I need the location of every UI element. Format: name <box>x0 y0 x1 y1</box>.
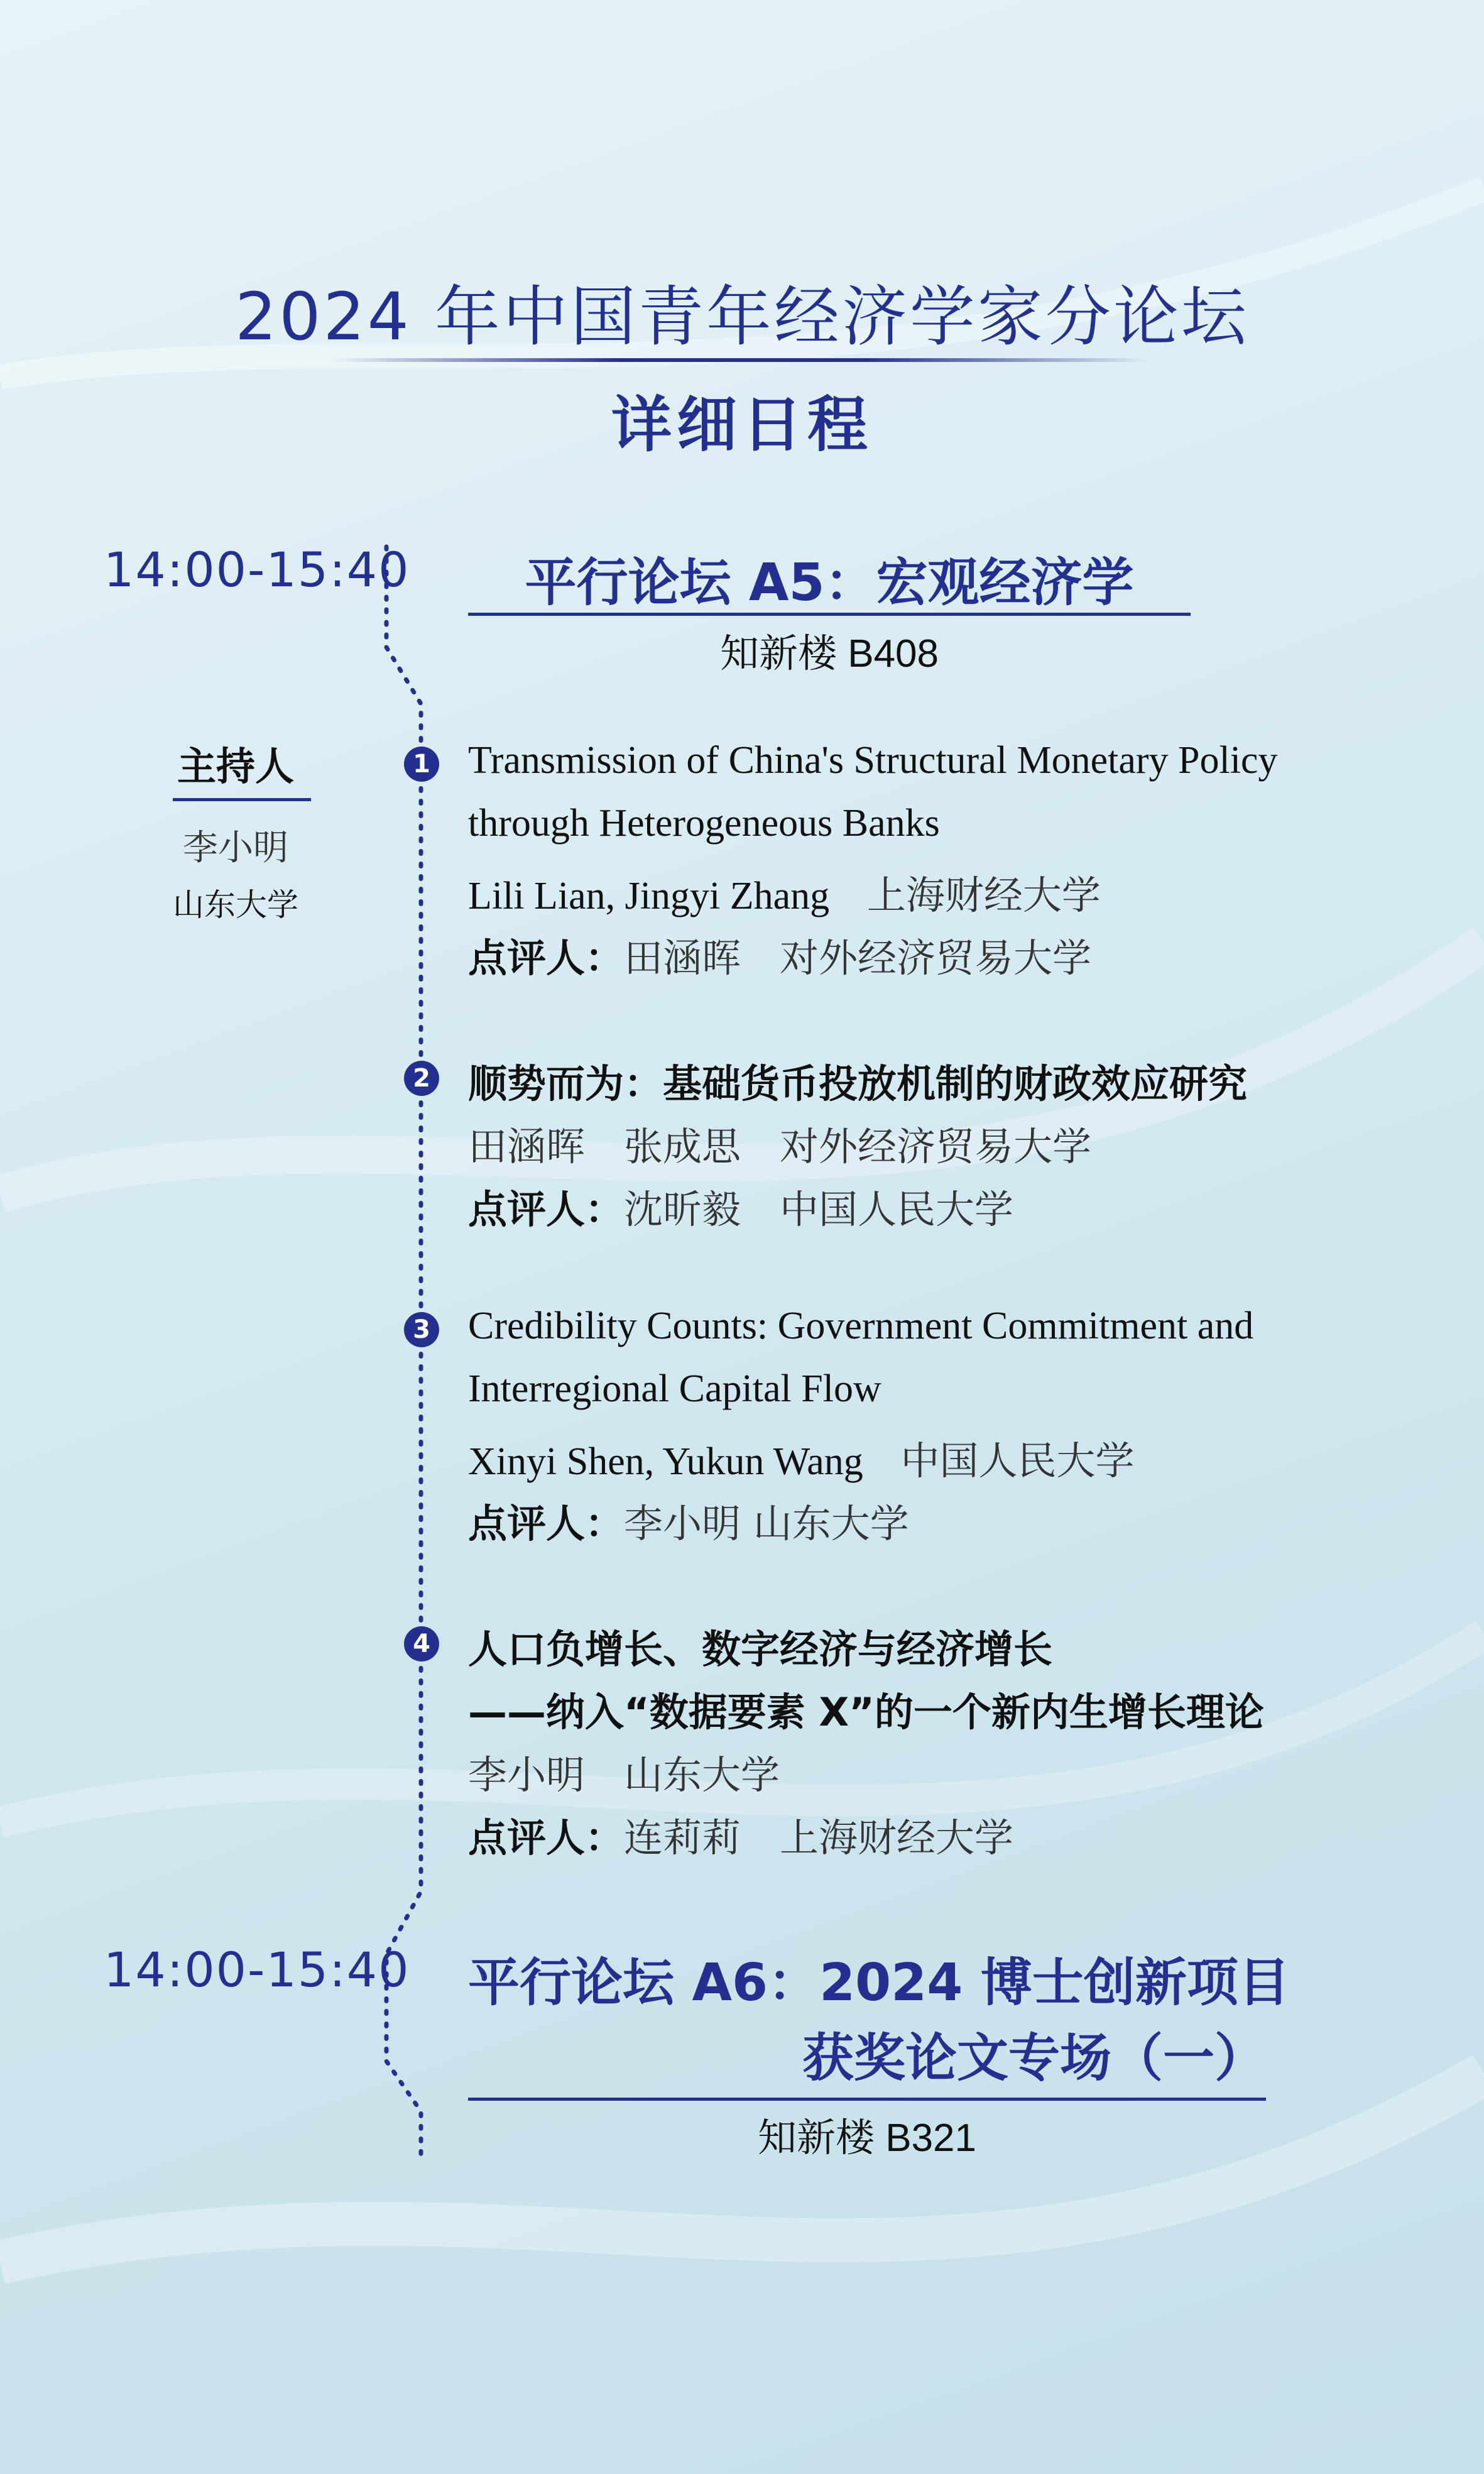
host-org: 山东大学 <box>173 887 298 923</box>
page-title: 2024 年中国青年经济学家分论坛 <box>235 278 1249 355</box>
paper-3-authors: Xinyi Shen, Yukun Wang <box>468 1440 863 1483</box>
timeline-dotted-line <box>371 540 446 2162</box>
session-a5-time: 14:00-15:40 <box>104 542 410 598</box>
paper-3-discussant-row <box>468 1492 909 1548</box>
paper-1-authors: Lili Lian, Jingyi Zhang <box>468 875 830 917</box>
session-a5-underline <box>468 613 1191 616</box>
paper-2-title-line1: 顺势而为：基础货币投放机制的财政效应研究 <box>468 1061 1248 1107</box>
session-a6-title-line2: 获奖论文专场（一） <box>802 2028 1266 2088</box>
paper-2-discussant: 沈昕毅 中国人民大学 <box>624 1186 1014 1232</box>
paper-1-number-badge: 1 <box>404 747 439 782</box>
paper-2-authors: 田涵晖 张成思 对外经济贸易大学 <box>468 1124 1092 1169</box>
session-a5-title: 平行论坛 A5：宏观经济学 <box>525 553 1134 613</box>
page-subtitle: 详细日程 <box>611 390 873 460</box>
session-a6-title-line1: 平行论坛 A6：2024 博士创新项目 <box>468 1953 1290 2013</box>
paper-4-title-line2: ——纳入“数据要素 X”的一个新内生增长理论 <box>468 1689 1264 1735</box>
session-a6-room: 知新楼 B321 <box>757 2116 977 2160</box>
host-name: 李小明 <box>183 828 288 868</box>
paper-4-discussant-row <box>468 1807 1013 1863</box>
paper-1-title-line2: through Heterogeneous Banks <box>468 802 940 845</box>
paper-3-discussant-label: 点评人： <box>468 1501 625 1546</box>
paper-4-title-line1: 人口负增长、数字经济与经济增长 <box>468 1626 1053 1672</box>
paper-1-discussant: 田涵晖 对外经济贸易大学 <box>624 935 1092 981</box>
paper-1-discussant-row <box>468 927 1091 983</box>
host-label: 主持人 <box>177 743 294 789</box>
paper-4-discussant: 连莉莉 上海财经大学 <box>624 1815 1014 1861</box>
session-a6-time: 14:00-15:40 <box>104 1942 410 1998</box>
paper-3-number-badge: 3 <box>404 1312 439 1347</box>
title-divider <box>333 358 1150 362</box>
paper-4-discussant-label: 点评人： <box>468 1815 625 1861</box>
paper-3-author-org: 中国人民大学 <box>900 1438 1135 1484</box>
paper-1-discussant-label: 点评人： <box>468 935 625 981</box>
paper-3-title-line1: Credibility Counts: Government Commitment and <box>468 1305 1254 1347</box>
paper-2-discussant-row <box>468 1178 1013 1234</box>
paper-4-authors: 李小明 山东大学 <box>468 1752 780 1798</box>
paper-1-title-line1: Transmission of China's Structural Monetary Policy <box>468 739 1278 782</box>
paper-1-authors-row <box>468 864 1101 920</box>
paper-1-author-org: 上海财经大学 <box>866 872 1101 918</box>
host-underline <box>173 798 311 801</box>
paper-2-discussant-label: 点评人： <box>468 1186 625 1232</box>
session-a6-underline <box>468 2098 1266 2101</box>
paper-3-title-line2: Interregional Capital Flow <box>468 1367 881 1410</box>
paper-3-authors-row <box>468 1430 1135 1486</box>
paper-2-number-badge: 2 <box>404 1061 439 1096</box>
paper-3-discussant: 李小明 山东大学 <box>624 1501 909 1546</box>
session-a5-room: 知新楼 B408 <box>719 632 939 676</box>
paper-4-number-badge: 4 <box>404 1626 439 1661</box>
